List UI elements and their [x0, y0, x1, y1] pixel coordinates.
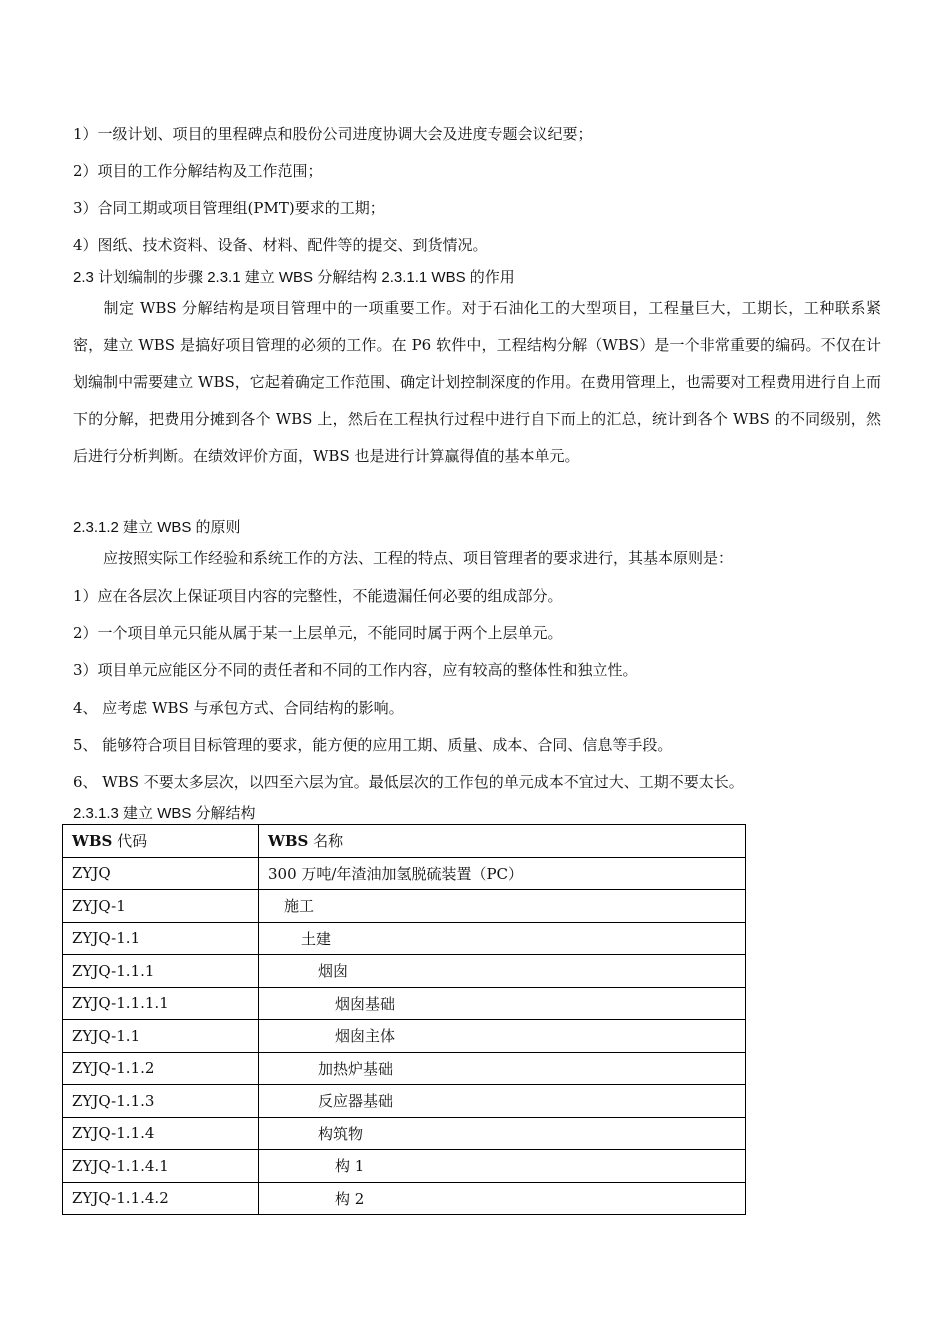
table-header-row — [63, 825, 746, 858]
wbs-code-cell: ZYJQ-1.1.4.2 — [63, 1182, 259, 1215]
wbs-code-cell: ZYJQ-1.1.2 — [63, 1052, 259, 1085]
header-name-suffix: 名称 — [308, 832, 344, 851]
wbs-code-cell: ZYJQ-1.1.4 — [63, 1117, 259, 1150]
table-row — [63, 1052, 746, 1085]
wbs-code-cell: ZYJQ-1.1.4.1 — [63, 1150, 259, 1183]
wbs-name-cell: 烟囱主体 — [259, 1020, 746, 1053]
input-item-4: 4）图纸、技术资料、设备、材料、配件等的提交、到货情况。 — [73, 236, 488, 254]
wbs-name-cell: 构 1 — [259, 1150, 746, 1183]
section-heading: 2.3 计划编制的步骤 2.3.1 建立 WBS 分解结构 2.3.1.1 WBS 的作用 — [73, 269, 515, 286]
table-row — [63, 1117, 746, 1150]
table-row — [63, 1020, 746, 1053]
table-row — [63, 922, 746, 955]
wbs-name-cell: 烟囱 — [259, 955, 746, 988]
wbs-code-cell: ZYJQ-1 — [63, 890, 259, 923]
wbs-name-cell: 反应器基础 — [259, 1085, 746, 1118]
table-row — [63, 1085, 746, 1118]
table-row — [63, 1182, 746, 1215]
header-code-prefix: WBS — [72, 832, 113, 851]
principle-item-2: 2）一个项目单元只能从属于某一上层单元，不能同时属于两个上层单元。 — [73, 624, 563, 642]
wbs-name-cell: 300 万吨/年渣油加氢脱硫装置（PC） — [259, 857, 746, 890]
table-row — [63, 955, 746, 988]
wbs-name-cell: 土建 — [259, 922, 746, 955]
principle-item-1: 1）应在各层次上保证项目内容的完整性，不能遗漏任何必要的组成部分。 — [73, 587, 563, 605]
input-item-3: 3）合同工期或项目管理组(PMT)要求的工期； — [73, 199, 385, 217]
wbs-code-cell: ZYJQ-1.1.1 — [63, 955, 259, 988]
wbs-code-cell: ZYJQ-1.1.1.1 — [63, 987, 259, 1020]
table-row — [63, 857, 746, 890]
wbs-name-cell: 构筑物 — [259, 1117, 746, 1150]
header-code-suffix: 代码 — [112, 832, 148, 851]
table-row — [63, 1150, 746, 1183]
principle-item-3: 3）项目单元应能区分不同的责任者和不同的工作内容，应有较高的整体性和独立性。 — [73, 661, 638, 679]
principles-intro: 应按照实际工作经验和系统工作的方法、工程的特点、项目管理者的要求进行，其基本原则是： — [103, 549, 734, 567]
principle-item-6: 6、 WBS 不要太多层次，以四至六层为宜。最低层次的工作包的单元成本不宜过大、工期不要太长。 — [73, 773, 744, 791]
wbs-role-paragraph — [73, 290, 881, 475]
wbs-code-cell: ZYJQ-1.1.3 — [63, 1085, 259, 1118]
table-row — [63, 987, 746, 1020]
wbs-code-cell: ZYJQ-1.1 — [63, 922, 259, 955]
wbs-name-cell: 烟囱基础 — [259, 987, 746, 1020]
wbs-name-cell: 加热炉基础 — [259, 1052, 746, 1085]
wbs-table — [62, 824, 746, 1215]
principle-item-4: 4、 应考虑 WBS 与承包方式、合同结构的影响。 — [73, 699, 404, 717]
wbs-name-cell: 施工 — [259, 890, 746, 923]
wbs-code-cell: ZYJQ — [63, 857, 259, 890]
table-heading: 2.3.1.3 建立 WBS 分解结构 — [73, 805, 256, 822]
input-item-2: 2）项目的工作分解结构及工作范围； — [73, 162, 323, 180]
wbs-code-cell: ZYJQ-1.1 — [63, 1020, 259, 1053]
table-row — [63, 890, 746, 923]
wbs-role-text: 制定 WBS 分解结构是项目管理中的一项重要工作。对于石油化工的大型项目，工程量巨大，工期长，工种联系紧密，建立 WBS 是搞好项目管理的必须的工作。在 P6 软件中，工程结构分解（WBS）是一个非常重要的编码。不仅在计划编制中需要建立 WBS，它起着确定工作范围、确定计划控制深度的作用。在费用管理上，也需要对工程费用进行自上而下的分解，把费用分摊到各个 WBS 上，然后在工程执行过程中进行自下而上的汇总，统计到各个 WBS 的不同级别，然后进行分析判断。在绩效评价方面，WBS 也是进行计算赢得值的基本单元。 — [73, 299, 881, 465]
principle-item-5: 5、 能够符合项目目标管理的要求，能方便的应用工期、质量、成本、合同、信息等手段。 — [73, 736, 673, 754]
wbs-name-cell: 构 2 — [259, 1182, 746, 1215]
header-wbs-code — [63, 825, 259, 858]
header-name-prefix: WBS — [268, 832, 309, 851]
header-wbs-name — [259, 825, 746, 858]
principles-heading: 2.3.1.2 建立 WBS 的原则 — [73, 519, 241, 536]
input-item-1: 1）一级计划、项目的里程碑点和股份公司进度协调大会及进度专题会议纪要； — [73, 125, 593, 143]
